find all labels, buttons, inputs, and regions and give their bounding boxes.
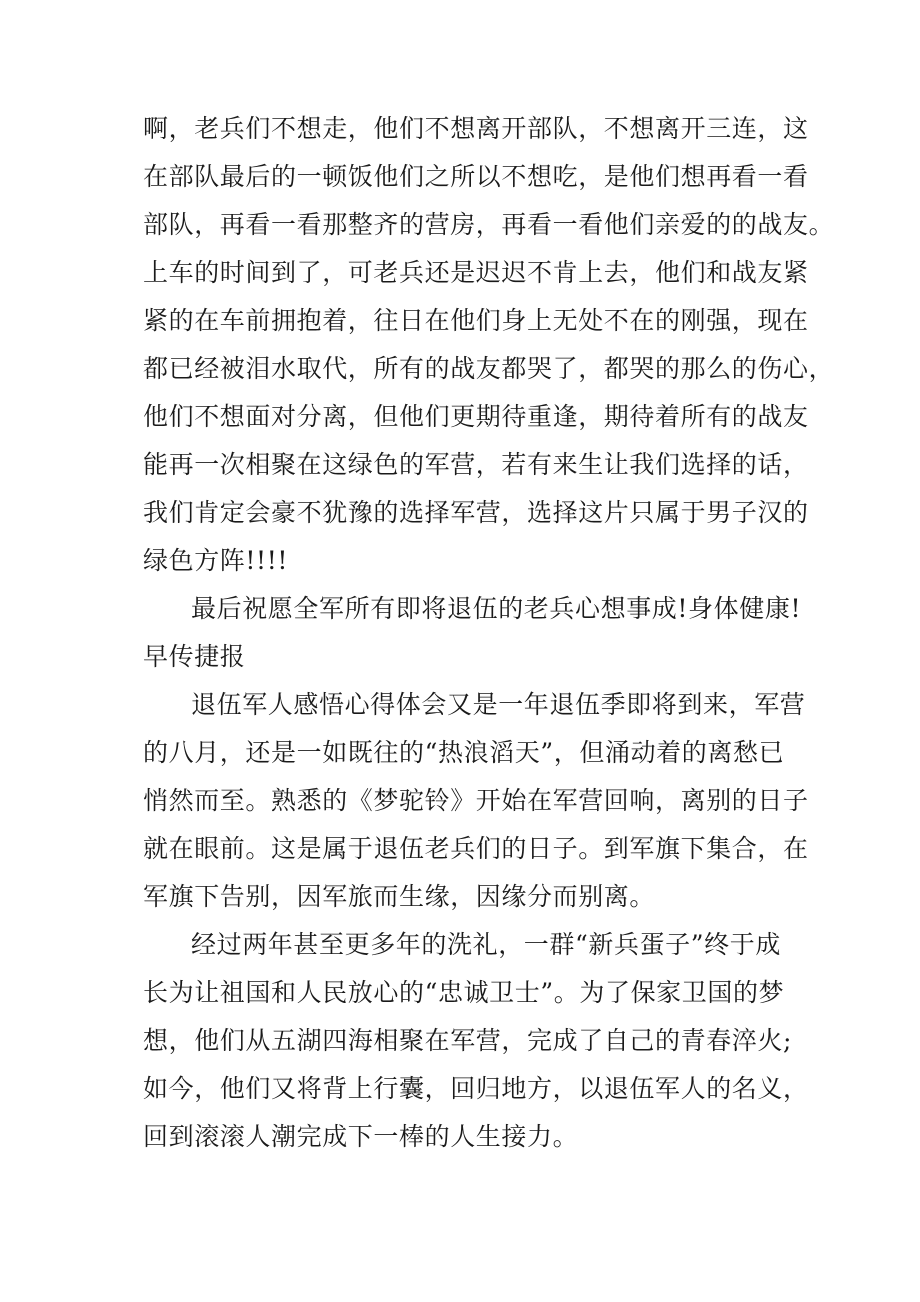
text-line: 他们不想面对分离，但他们更期待重逢，期待着所有的战友: [143, 402, 809, 431]
text-line: 在部队最后的一顿饭他们之所以不想吃，是他们想再看一看: [143, 162, 809, 191]
text-line: 绿色方阵!!!!: [143, 546, 288, 575]
text-line: 退伍军人感悟心得体会又是一年退伍季即将到来，军营: [191, 690, 806, 719]
text-line: 能再一次相聚在这绿色的军营，若有来生让我们选择的话，: [143, 450, 809, 479]
text-line: 啊，老兵们不想走，他们不想离开部队，不想离开三连，这: [143, 114, 809, 143]
text-line: 经过两年甚至更多年的洗礼，一群“新兵蛋子”终于成: [191, 930, 781, 959]
text-line: 都已经被泪水取代，所有的战友都哭了，都哭的那么的伤心，: [143, 354, 835, 383]
text-line: 的八月，还是一如既往的“热浪滔天”，但涌动着的离愁已: [143, 738, 785, 767]
text-line: 想，他们从五湖四海相聚在军营，完成了自己的青春淬火;: [143, 1026, 793, 1055]
text-line: 最后祝愿全军所有即将退伍的老兵心想事成!身体健康!: [191, 594, 802, 623]
text-line: 部队，再看一看那整齐的营房，再看一看他们亲爱的的战友。: [143, 210, 835, 239]
text-line: 紧的在车前拥抱着，往日在他们身上无处不在的刚强，现在: [143, 306, 809, 335]
text-line: 回到滚滚人潮完成下一棒的人生接力。: [143, 1122, 579, 1151]
text-line: 我们肯定会豪不犹豫的选择军营，选择这片只属于男子汉的: [143, 498, 809, 527]
text-line: 悄然而至。熟悉的《梦驼铃》开始在军营回响，离别的日子: [143, 786, 809, 815]
text-line: 军旗下告别，因军旅而生缘，因缘分而别离。: [143, 882, 656, 911]
text-line: 如今，他们又将背上行囊，回归地方，以退伍军人的名义，: [143, 1074, 809, 1103]
text-line: 早传捷报: [143, 642, 246, 671]
text-line: 长为让祖国和人民放心的“忠诚卫士”。为了保家卫国的梦: [143, 978, 785, 1007]
text-line: 就在眼前。这是属于退伍老兵们的日子。到军旗下集合，在: [143, 834, 809, 863]
text-line: 上车的时间到了，可老兵还是迟迟不肯上去，他们和战友紧: [143, 258, 809, 287]
